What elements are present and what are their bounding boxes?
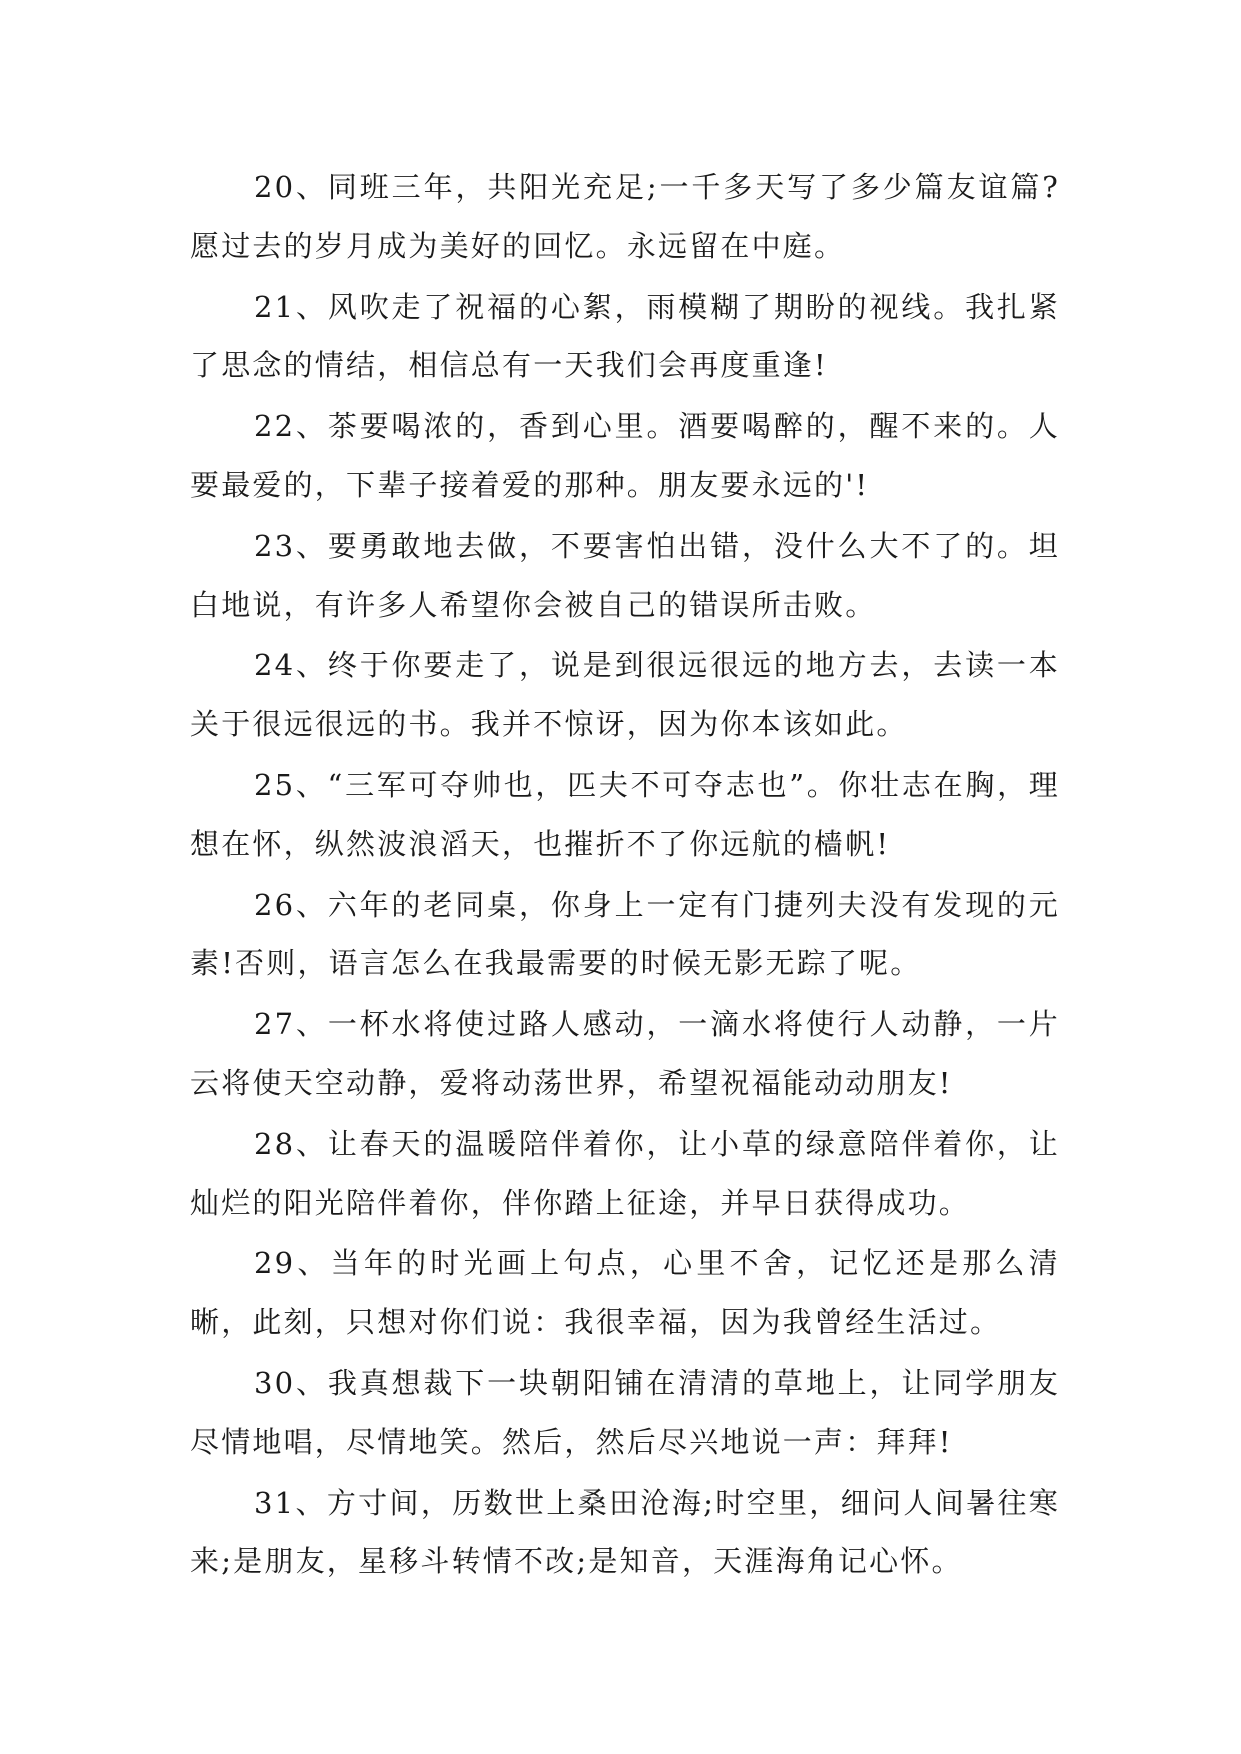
paragraph-31: 31、方寸间，历数世上桑田沧海;时空里，细问人间暑往寒来;是朋友，星移斗转情不改;是知音，天涯海角记心怀。	[190, 1485, 1060, 1579]
paragraph-28: 28、让春天的温暖陪伴着你，让小草的绿意陪伴着你，让灿烂的阳光陪伴着你，伴你踏上征途，并早日获得成功。	[190, 1126, 1060, 1220]
paragraph-26: 26、六年的老同桌，你身上一定有门捷列夫没有发现的元素!否则，语言怎么在我最需要的时候无影无踪了呢。	[190, 887, 1060, 981]
paragraph-20: 20、同班三年，共阳光充足;一千多天写了多少篇友谊篇?愿过去的岁月成为美好的回忆。永远留在中庭。	[190, 170, 1060, 263]
paragraph-27: 27、一杯水将使过路人感动，一滴水将使行人动静，一片云将使天空动静，爱将动荡世界，希望祝福能动动朋友!	[190, 1007, 1060, 1100]
paragraph-25: 25、“三军可夺帅也，匹夫不可夺志也”。你壮志在胸，理想在怀，纵然波浪滔天，也摧折不了你远航的樯帆!	[190, 767, 1060, 861]
paragraph-22: 22、茶要喝浓的，香到心里。酒要喝醉的，醒不来的。人要最爱的，下辈子接着爱的那种。朋友要永远的'!	[190, 409, 1060, 502]
paragraph-29: 29、当年的时光画上句点，心里不舍，记忆还是那么清晰，此刻，只想对你们说：我很幸福，因为我曾经生活过。	[190, 1246, 1060, 1340]
document-body	[190, 158, 1060, 1593]
paragraph-21: 21、风吹走了祝福的心絮，雨模糊了期盼的视线。我扎紧了思念的情结，相信总有一天我们会再度重逢!	[190, 289, 1060, 383]
paragraph-30: 30、我真想裁下一块朝阳铺在清清的草地上，让同学朋友尽情地唱，尽情地笑。然后，然后尽兴地说一声：拜拜!	[190, 1365, 1060, 1459]
paragraph-23: 23、要勇敢地去做，不要害怕出错，没什么大不了的。坦白地说，有许多人希望你会被自己的错误所击败。	[190, 528, 1060, 622]
paragraph-24: 24、终于你要走了，说是到很远很远的地方去，去读一本关于很远很远的书。我并不惊讶，因为你本该如此。	[190, 648, 1060, 742]
